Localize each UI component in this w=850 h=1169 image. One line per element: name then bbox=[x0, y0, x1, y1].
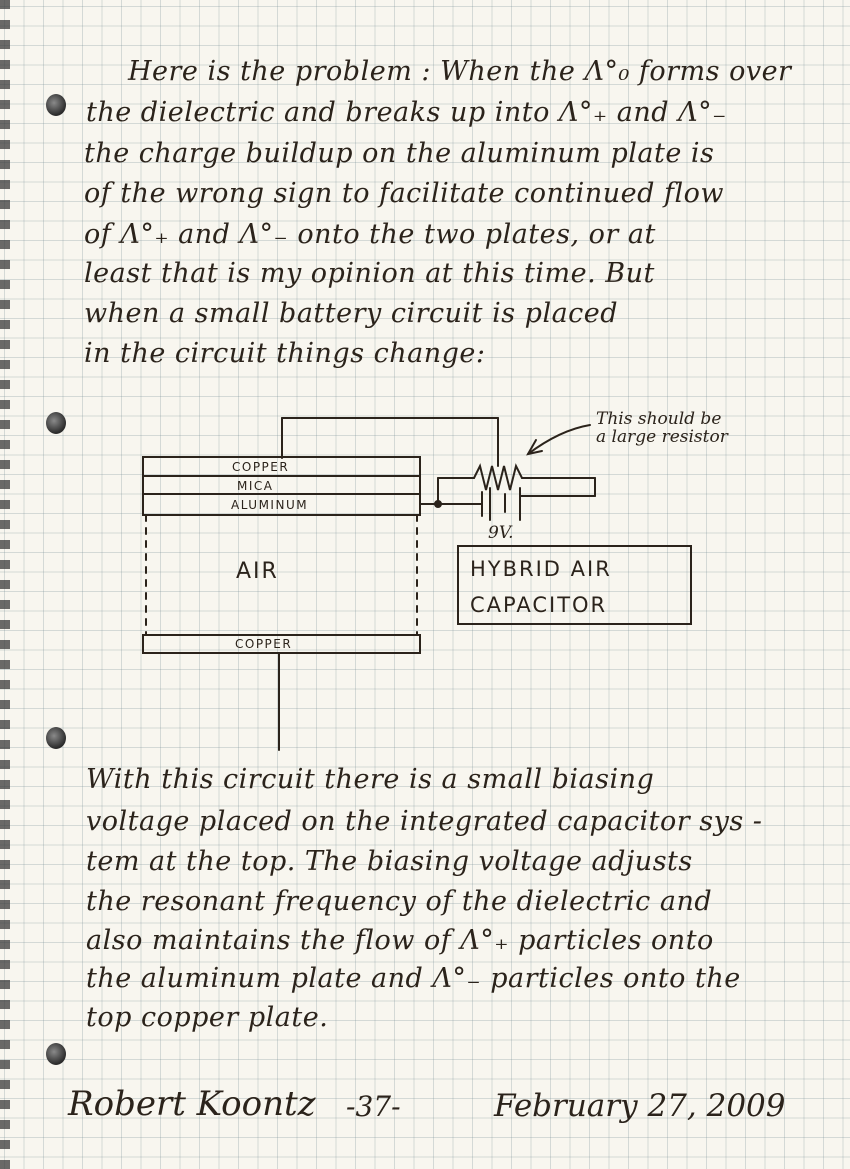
text-line: Here is the problem : When the Λ°₀ forms over bbox=[128, 56, 792, 87]
note-line-2: a large resistor bbox=[596, 427, 728, 447]
entry-date: February 27, 2009 bbox=[494, 1088, 786, 1124]
text-line: when a small battery circuit is placed bbox=[84, 298, 619, 329]
text-line: least that is my opinion at this time. But bbox=[84, 258, 655, 289]
mica-label: MICA bbox=[237, 479, 274, 493]
hybrid-box-title-2: CAPACITOR bbox=[470, 593, 608, 617]
text-line: the resonant frequency of the dielectric and bbox=[86, 886, 713, 917]
air-label: AIR bbox=[236, 559, 279, 584]
battery-voltage-label: 9V. bbox=[488, 523, 514, 543]
text-line: of the wrong sign to facilitate continued flow bbox=[84, 178, 724, 209]
note-arrowhead bbox=[528, 440, 542, 454]
text-line: of Λ°₊ and Λ°₋ onto the two plates, or at bbox=[84, 219, 656, 250]
text-line: also maintains the flow of Λ°₊ particles onto bbox=[86, 925, 714, 956]
page-number: -37- bbox=[346, 1090, 401, 1123]
signature: Robert Koontz bbox=[68, 1084, 316, 1124]
hybrid-box-title-1: HYBRID AIR bbox=[470, 557, 612, 581]
note-line-1: This should be bbox=[596, 409, 722, 429]
text-line: voltage placed on the integrated capacitor sys - bbox=[86, 806, 763, 837]
text-line: With this circuit there is a small biasing bbox=[86, 764, 655, 795]
top-copper-label: COPPER bbox=[232, 460, 290, 474]
text-line: the dielectric and breaks up into Λ°₊ and Λ°₋ bbox=[86, 97, 727, 128]
note-arrow-line bbox=[528, 425, 590, 454]
text-line: in the circuit things change: bbox=[84, 338, 486, 369]
text-line: top copper plate. bbox=[86, 1002, 329, 1033]
text-line: the aluminum plate and Λ°₋ particles onto the bbox=[86, 963, 741, 994]
resistor bbox=[474, 466, 522, 490]
aluminum-label: ALUMINUM bbox=[231, 498, 309, 512]
text-line: the charge buildup on the aluminum plate is bbox=[84, 138, 715, 169]
bottom-copper-label: COPPER bbox=[235, 637, 293, 651]
text-line: tem at the top. The biasing voltage adjusts bbox=[86, 846, 693, 877]
